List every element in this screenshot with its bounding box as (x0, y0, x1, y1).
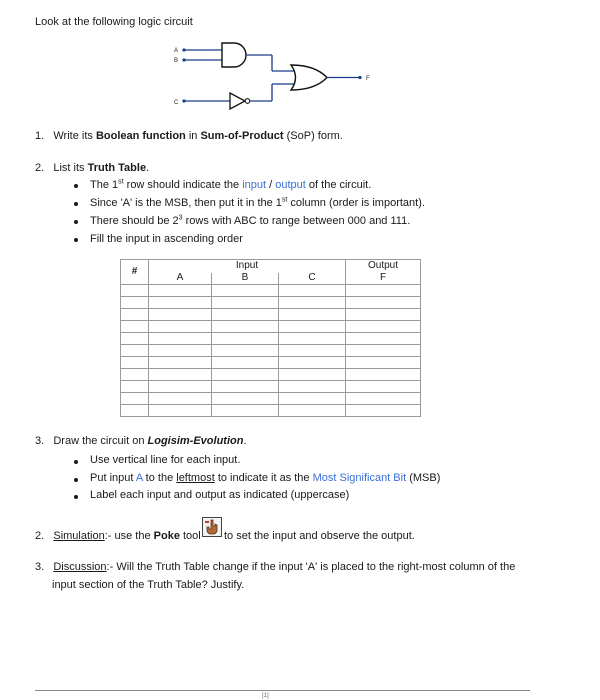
question-1: 1. Write its Boolean function in Sum-of-Product (SoP) form. (35, 130, 343, 142)
table-row (121, 285, 421, 297)
discussion-line-2: input section of the Truth Table? Justify. (52, 579, 245, 591)
table-row (121, 309, 421, 321)
table-row (121, 381, 421, 393)
input-label-a: A (174, 48, 179, 54)
table-row (121, 333, 421, 345)
or-gate (291, 65, 327, 90)
table-row (121, 321, 421, 333)
table-header-b: B (212, 273, 279, 285)
table-header-a: A (149, 273, 212, 285)
q3-bullet-2: Put input A to the leftmost to indicate it as the Most Significant Bit (MSB) (90, 472, 441, 484)
question-2-number: 2. (35, 162, 45, 174)
table-header-output: Output (346, 260, 421, 273)
table-header-f: F (346, 273, 421, 285)
logic-circuit-diagram (160, 38, 390, 110)
q2-bullet-3: There should be $2^3$ rows with ABC to range between 000 and 111. (90, 214, 411, 227)
simulation-tail: to set the input and observe the output. (224, 530, 415, 542)
question-1-number: 1. (35, 130, 45, 142)
input-label-c: C (174, 100, 179, 106)
table-row (121, 297, 421, 309)
table-row (121, 405, 421, 417)
question-2: 2. List its Truth Table. (35, 162, 150, 174)
question-discussion: 3. Discussion:- Will the Truth Table change if the input 'A' is placed to the right-most column of the (35, 561, 516, 573)
table-header-c: C (279, 273, 346, 285)
not-gate (230, 93, 245, 109)
table-header-hash: # (121, 260, 149, 285)
q2-bullet-2: Since 'A' is the MSB, then put it in the 1st column (order is important). (90, 196, 425, 209)
table-row (121, 369, 421, 381)
intro-text: Look at the following logic circuit (35, 16, 193, 28)
output-label-f: F (366, 76, 370, 82)
q3-bullet-3: Label each input and output as indicated (uppercase) (90, 489, 350, 501)
input-label-b: B (174, 58, 179, 64)
q3-bullet-1: Use vertical line for each input. (90, 454, 241, 466)
and-gate-1 (222, 43, 246, 67)
poke-tool-icon (202, 517, 222, 537)
q2-bullet-1: The 1st row should indicate the input / output of the circuit. (90, 178, 372, 191)
truth-table (120, 259, 421, 417)
question-simulation: 2. Simulation:- use the Poke tool (35, 530, 201, 542)
page-number: [1] (262, 693, 269, 699)
table-row (121, 357, 421, 369)
question-3-number: 3. (35, 435, 45, 447)
question-3: 3. Draw the circuit on Logisim-Evolution. (35, 435, 247, 447)
q2-bullet-4: Fill the input in ascending order (90, 233, 243, 245)
table-header-input: Input (149, 260, 346, 273)
footer-divider (35, 690, 530, 691)
table-row (121, 393, 421, 405)
table-row (121, 345, 421, 357)
